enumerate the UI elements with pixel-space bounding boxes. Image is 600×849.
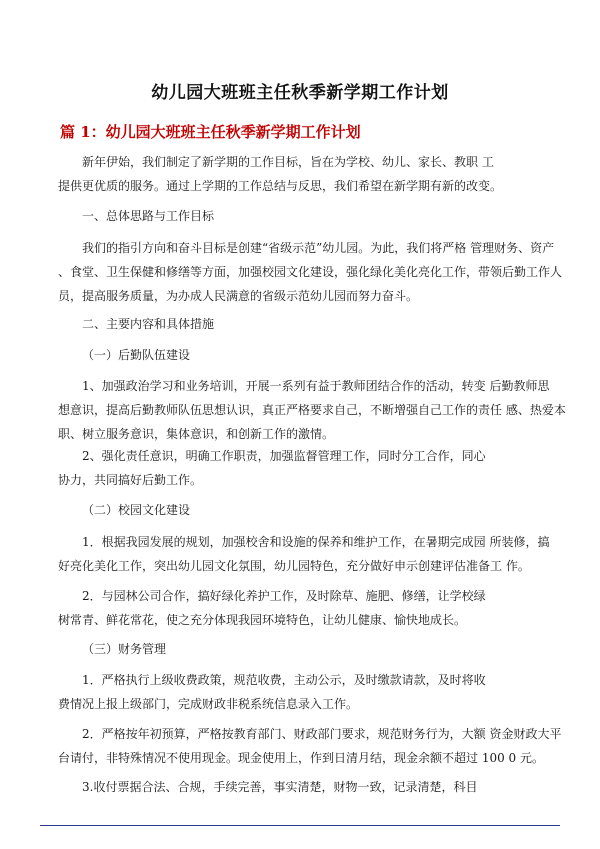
finance-1-line-1: 1．严格执行上级收费政策，规范收费，主动公示，及时缴款请款，及时将收 [82, 673, 486, 687]
intro-paragraph [58, 150, 544, 198]
heading-main-content: 二、主要内容和具体措施 [82, 317, 215, 331]
finance-paragraph-1 [58, 668, 544, 716]
document-title: 幼儿园大班班主任秋季新学期工作计划 [151, 83, 449, 103]
goals-line-2: 、食堂、卫生保健和修缮等方面，加强校园文化建设，强化绿化美化亮化工作，带领后勤工作人 [58, 265, 563, 279]
logistics-1-line-1: 1、加强政治学习和业务培训，开展一系列有益于教师团结合作的活动，转变 后勤教师思 [82, 379, 550, 393]
finance-2-line-1: 2．严格按年初预算，严格按教育部门、财政部门要求，规范财务行为，大额 资金财政大平 [82, 727, 562, 741]
logistics-paragraph-2 [58, 444, 544, 492]
logistics-2-line-2: 协力，共同搞好后勤工作。 [58, 473, 203, 487]
culture-paragraph-2 [58, 584, 544, 632]
finance-paragraph-3 [58, 775, 544, 799]
intro-line-2: 提供更优质的服务。通过上学期的工作总结与反思，我们希望在新学期有新的改变。 [58, 179, 503, 193]
heading-overall-goals: 一、总体思路与工作目标 [82, 209, 215, 223]
intro-line-1: 新年伊始，我们制定了新学期的工作目标，旨在为学校、幼儿、家长、教职 工 [82, 155, 494, 169]
heading-campus-culture: （二）校园文化建设 [82, 503, 191, 517]
section-heading: 篇 1：幼儿园大班班主任秋季新学期工作计划 [60, 123, 361, 141]
culture-2-line-2: 树常青、鲜花常花，使之充分体现我园环境特色，让幼儿健康、愉快地成长。 [58, 613, 467, 627]
goals-line-1: 我们的指引方向和奋斗目标是创建“省级示范”幼儿园。为此，我们将严格 管理财务、资产 [82, 241, 555, 255]
finance-1-line-2: 费情况上报上级部门，完成财政非税系统信息录入工作。 [58, 697, 359, 711]
logistics-paragraph-1 [58, 374, 566, 446]
heading-finance: （三）财务管理 [82, 642, 167, 656]
culture-1-line-1: 1．根据我园发展的规划，加强校舍和设施的保养和维护工作，在暑期完成园 所装修，搞 [82, 535, 550, 549]
culture-paragraph-1 [58, 530, 550, 578]
heading-logistics-team: （一）后勤队伍建设 [82, 348, 191, 362]
goals-paragraph [58, 236, 563, 308]
logistics-2-line-1: 2、强化责任意识，明确工作职责，加强监督管理工作，同时分工合作，同心 [82, 449, 486, 463]
logistics-1-line-3: 职、树立服务意识，集体意识，和创新工作的激情。 [58, 427, 335, 441]
culture-1-line-2: 好亮化美化工作，突出幼儿园文化氛围，幼儿园特色，充分做好申示创建评估准备工 作。 [58, 559, 530, 573]
finance-2-line-2: 台请付，非特殊情况不使用现金。现金使用上，作到日清月结，现金余额不超过 100 0 元。 [58, 751, 544, 765]
goals-line-3: 员，提高服务质量，为办成人民满意的省级示范幼儿园而努力奋斗。 [58, 289, 419, 303]
logistics-1-line-2: 想意识，提高后勤教师队伍思想认识，真正严格要求自己，不断增强自己工作的责任 感、热爱本 [58, 403, 566, 417]
finance-3-line-1: 3.收付票据合法、合规，手续完善，事实清楚，财物一致，记录清楚，科目 [82, 780, 478, 794]
page-bottom-rule [40, 825, 560, 826]
finance-paragraph-2 [58, 722, 562, 770]
culture-2-line-1: 2．与园林公司合作，搞好绿化养护工作，及时除草、施肥、修缮，让学校绿 [82, 589, 486, 603]
